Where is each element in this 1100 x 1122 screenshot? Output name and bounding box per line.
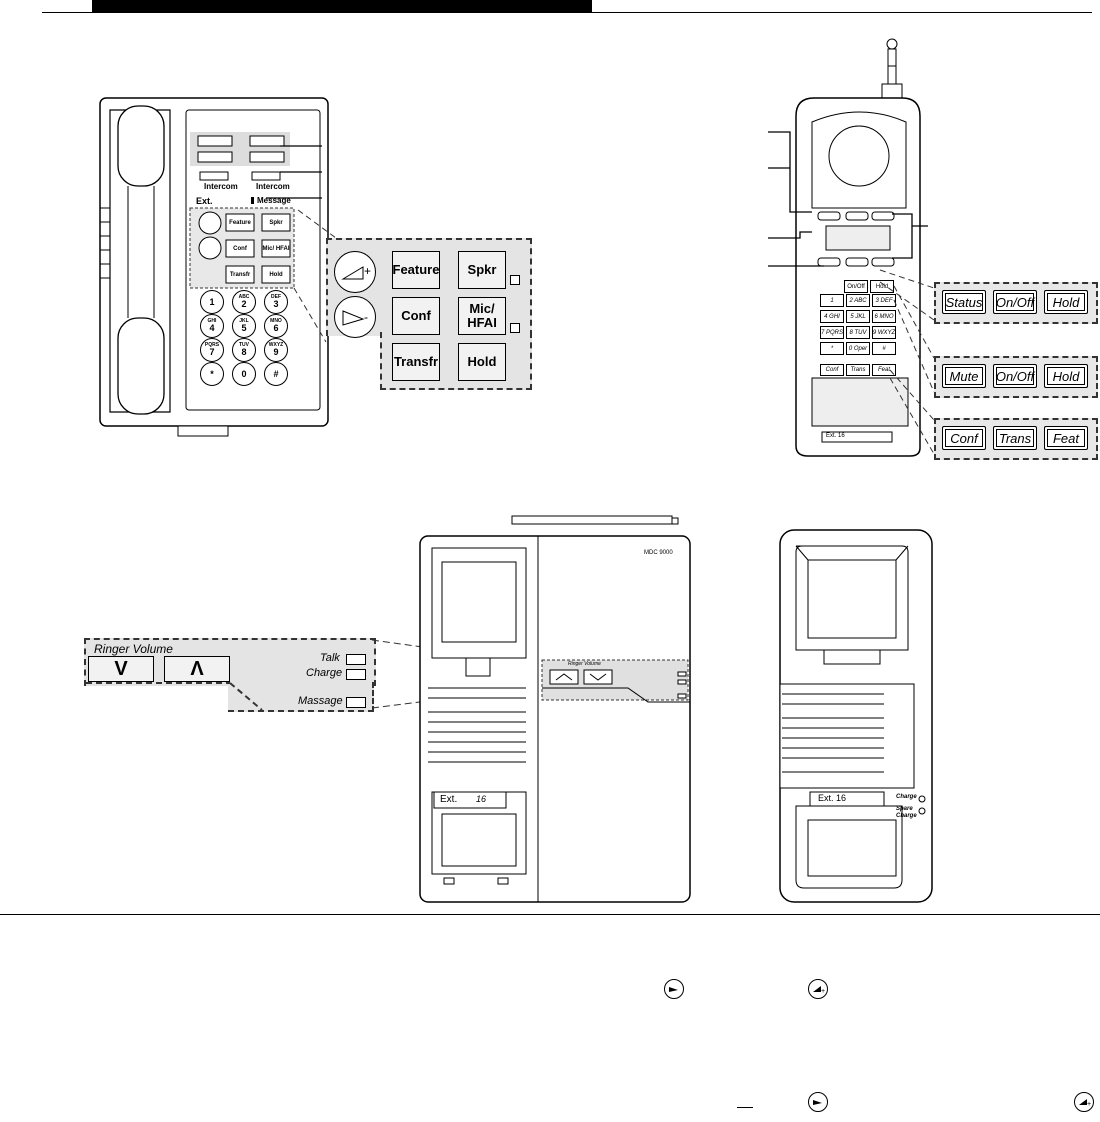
desk-dial-digit: # xyxy=(273,368,279,379)
charger-ext-label: Ext. 16 xyxy=(818,793,847,803)
handset-dial-key[interactable]: 5 JKL xyxy=(846,310,870,323)
short-rule xyxy=(737,1107,753,1108)
desk-dial-digit: 4 xyxy=(209,323,215,333)
svg-text:+: + xyxy=(821,988,826,995)
handset-dial-key[interactable]: # xyxy=(872,342,896,355)
charger-figure xyxy=(778,528,934,906)
base-ext-number: 16 xyxy=(476,794,487,804)
desk-dial-digit: 9 xyxy=(273,347,279,357)
onoff-key-2[interactable]: On/Off xyxy=(993,364,1037,388)
svg-text:+: + xyxy=(364,264,372,278)
desk-dial-digit: 0 xyxy=(241,368,247,379)
desk-conf-key[interactable]: Conf xyxy=(233,245,247,252)
handset-dial-key[interactable]: 9 WXYZ xyxy=(872,326,896,339)
hold-key[interactable]: Hold xyxy=(458,343,506,381)
ext-label: Ext. xyxy=(196,196,213,206)
desk-dial-digit: 8 xyxy=(241,347,247,357)
svg-text:-: - xyxy=(364,310,368,324)
desk-dial-digit: 1 xyxy=(209,296,215,307)
message-led xyxy=(346,697,366,708)
handset-dial-key[interactable]: 6 MNO xyxy=(872,310,896,323)
desk-dial-digit: 2 xyxy=(241,299,247,309)
hold-key-2[interactable]: Hold xyxy=(1044,364,1088,388)
handset-dial-key[interactable]: 2 ABC xyxy=(846,294,870,307)
volume-up-small-icon-2 xyxy=(1074,1092,1094,1112)
base-unit-body xyxy=(418,516,694,906)
charge-led xyxy=(346,669,366,680)
handset-dial-key[interactable]: 7 PQRS xyxy=(820,326,844,339)
desk-hold-key[interactable]: Hold xyxy=(269,271,283,278)
message-label: Message xyxy=(257,196,291,205)
base-model-label: MDC 9000 xyxy=(644,550,673,556)
handset-dial-key[interactable]: 8 TUV xyxy=(846,326,870,339)
conf-key[interactable]: Conf xyxy=(392,297,440,335)
volume-up-small-icon xyxy=(808,979,828,999)
desk-spkr-key[interactable]: Spkr xyxy=(269,219,283,226)
talk-label: Talk xyxy=(320,652,340,664)
handset-trans-key[interactable]: Trans xyxy=(846,364,870,376)
conf-key-handset[interactable]: Conf xyxy=(942,426,986,450)
volume-down-small-icon-2 xyxy=(808,1092,828,1112)
handset-dial-key[interactable]: 1 xyxy=(820,294,844,307)
desk-dial-digit: 5 xyxy=(241,323,247,333)
message-led-label: Massage xyxy=(298,695,343,707)
handset-dial-key[interactable]: 4 GHI xyxy=(820,310,844,323)
ringer-up-button[interactable]: Λ xyxy=(164,656,230,682)
feature-key[interactable]: Feature xyxy=(392,251,440,289)
intercom-label-1: Intercom xyxy=(204,182,238,191)
desk-dial-letters: WXYZ xyxy=(268,342,284,348)
ringer-down-button[interactable]: V xyxy=(88,656,154,682)
handset-hold-key[interactable]: Hold xyxy=(870,280,894,293)
desk-dial-digit: * xyxy=(210,368,214,379)
desk-dial-letters: GHI xyxy=(207,318,217,324)
desk-dial-letters: PQRS xyxy=(204,342,220,348)
status-key[interactable]: Status xyxy=(942,290,986,314)
desk-transfr-key[interactable]: Transfr xyxy=(229,271,251,278)
transfr-key[interactable]: Transfr xyxy=(392,343,440,381)
feat-key-handset[interactable]: Feat xyxy=(1044,426,1088,450)
handset-ext-label: Ext. 16 xyxy=(826,433,845,439)
base-ext-label: Ext. xyxy=(440,794,458,805)
handset-dial-key[interactable]: 0 Oper xyxy=(846,342,870,355)
desk-dial-letters: ABC xyxy=(238,294,250,300)
desk-dial-digit: 3 xyxy=(273,299,279,309)
onoff-key-1[interactable]: On/Off xyxy=(993,290,1037,314)
desk-dial-letters: DEF xyxy=(271,294,281,300)
mute-key[interactable]: Mute xyxy=(942,364,986,388)
desk-dial-digit: 7 xyxy=(209,347,215,357)
desk-dial-letters: TUV xyxy=(239,342,249,348)
charger-charge-label: Charge xyxy=(896,794,917,800)
ringer-volume-title: Ringer Volume xyxy=(94,642,173,656)
trans-key-handset[interactable]: Trans xyxy=(993,426,1037,450)
desk-dial-letters: MNO xyxy=(270,318,282,324)
base-ringer-label: Ringer Volume xyxy=(568,661,601,667)
mic-hfai-key[interactable]: Mic/ HFAI xyxy=(458,297,506,335)
handset-conf-key[interactable]: Conf xyxy=(820,364,844,376)
talk-led xyxy=(346,654,366,665)
handset-feat-key[interactable]: Feat xyxy=(872,364,896,376)
spkr-key[interactable]: Spkr xyxy=(458,251,506,289)
svg-text:+: + xyxy=(1087,1101,1092,1108)
desk-dial-letters: JKL xyxy=(239,318,249,324)
hold-key-1[interactable]: Hold xyxy=(1044,290,1088,314)
charger-body xyxy=(778,528,934,906)
desk-dial-digit: 6 xyxy=(273,323,279,333)
desk-feature-key[interactable]: Feature xyxy=(229,219,251,226)
handset-onoff-key[interactable]: On/Off xyxy=(844,280,868,293)
handset-dial-key[interactable]: 3 DEF xyxy=(872,294,896,307)
intercom-label-2: Intercom xyxy=(256,182,290,191)
desk-mic-key[interactable]: Mic/ HFAI xyxy=(262,245,290,252)
charger-spare-label: Spare Charge xyxy=(896,806,917,819)
base-unit-figure xyxy=(418,516,694,906)
charge-label: Charge xyxy=(306,667,343,679)
volume-down-small-icon xyxy=(664,979,684,999)
section-separator xyxy=(0,914,1100,915)
handset-dial-key[interactable]: * xyxy=(820,342,844,355)
